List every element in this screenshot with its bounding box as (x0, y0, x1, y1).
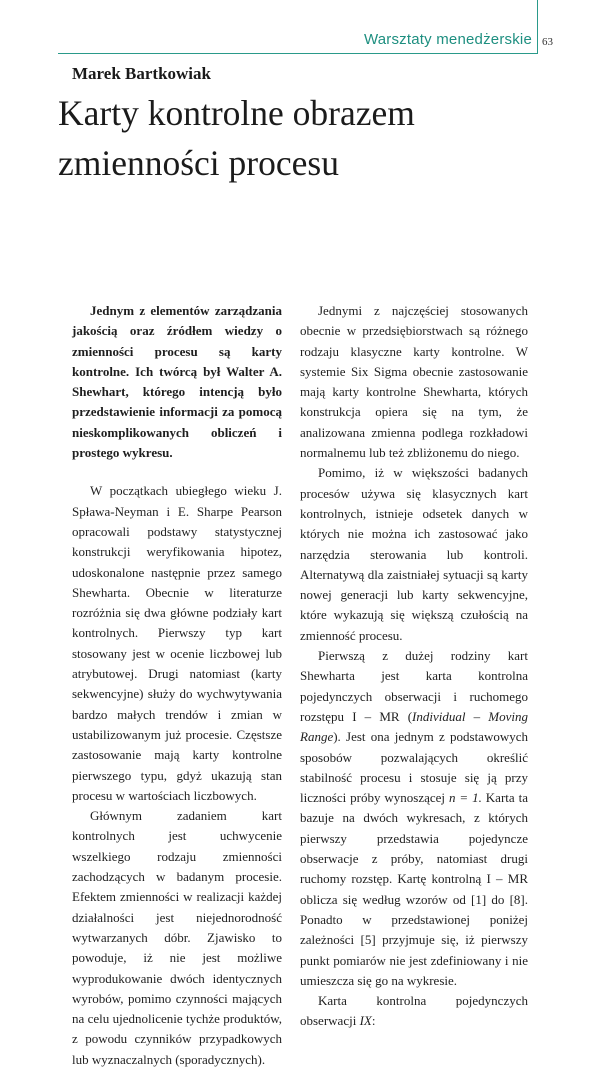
body-paragraph-2: Głównym zadaniem kart kontrolnych jest uchwycenie wszelkiego rodzaju zmienności zachodzących w badanym procesie. Efektem zmienności w realizacji każdej działalności jest niejednorodność wytwarzanych dóbr. Zjawisko to powoduje, iż nie jest możliwe wyprodukowanie dwóch identycznych wyrobów, pomimo czynności mających na celu ujednolicenie tychże produktów, z powodu czynników przypadkowych lub wyznaczalnych (sporadycznych). (72, 808, 282, 1067)
body-paragraph-3: Jednymi z najczęściej stosowanych obecnie w przedsiębiorstwach są różnego rodzaju klasyczne karty kontrolne. W systemie Six Sigma obecnie zastosowanie mają karty kontrolne Shewharta, których konstrukcja opiera się na tym, że analizowana zmienna podlega rozkładowi normalnemu lub też zbliżonemu do niego. (300, 303, 528, 461)
header-horizontal-rule (58, 53, 538, 54)
p6-text-b: : (371, 1013, 376, 1029)
body-paragraph-6 (300, 991, 528, 1032)
p5-text-c: Karta ta bazuje na dwóch wykresach, z których pierwszy przedstawia pojedyncze obserwacje z próby, natomiast drugi ruchomy rozstęp. Kartę kontrolną I – MR oblicza się według wzorów od [1] do [8]. Ponadto w przedstawionej poniżej zależności [5] przyjmuje się, iż pierwszy punkt pomiarów nie jest zdefiniowany i nie umieszcza się go na wykresie. (300, 790, 528, 988)
body-paragraph-5 (300, 646, 528, 991)
body-paragraph-1: W początkach ubiegłego wieku J. Spława-Neyman i E. Sharpe Pearson opracowali podstawy statystycznej konstrukcji weryfikowania hipotez, udoskonalone następnie przez samego Shewharta. Obecnie w literaturze rozróżnia się dwa główne podziały kart kontrolnych. Pierwszy typ kart stosowany jest w ocenie liczbowej lub atrybutowej. Drugi natomiast (karty sekwencyjne) służy do wychwytywania bardzo małych trendów i zmian w ustabilizowanym już procesie. Częstsze zastosowanie mają karty kontrolne pierwszego typu, gdyż ukazują stan procesu w wartościach liczbowych. (72, 483, 282, 803)
right-column (300, 301, 528, 1032)
title-line-2: zmienności procesu (58, 143, 339, 183)
lead-paragraph: Jednym z elementów zarządzania jakością oraz źródłem wiedzy o zmienności procesu są karty kontrolne. Ich twórcą był Walter A. Shewhart, którego intencją było przedstawienie informacji za pomocą nieskomplikowanych obliczeń i prostego wykresu. (72, 303, 282, 461)
article-title (58, 88, 528, 188)
p6-text-a: Karta kontrolna pojedynczych obserwacji (300, 993, 528, 1029)
left-column (72, 301, 282, 1070)
page-number: 63 (542, 36, 553, 48)
p5-text-b: ). Jest ona jednym z podstawowych sposobów pozwalających określić stabilność procesu i stosuje się ją przy liczności próby wynoszącej (300, 729, 528, 806)
body-paragraph-4: Pomimo, iż w większości badanych procesów używa się klasycznych kart kontrolnych, istnieje odsetek danych w których nie można ich zastosować jako narzędzia sterowania lub kontroli. Alternatywą dla zaistniałej sytuacji są karty nowej generacji lub karty sekwencyjne, które wykazują się większą czułością na zmienność procesu. (300, 465, 528, 643)
p5-sample-size: n = 1. (448, 790, 482, 806)
section-title: Warsztaty menedżerskie (363, 31, 532, 48)
p5-text-a: Pierwszą z dużej rodziny kart Shewharta jest karta kontrolna pojedynczych obserwacji i ruchomego rozstępu I – MR ( (300, 648, 528, 724)
author-name: Marek Bartkowiak (72, 64, 211, 83)
p6-italic-symbol: IX (359, 1013, 372, 1029)
header-vertical-rule (537, 0, 538, 54)
title-line-1: Karty kontrolne obrazem (58, 93, 415, 133)
p5-italic-term: Individual – Moving Range (300, 708, 528, 745)
